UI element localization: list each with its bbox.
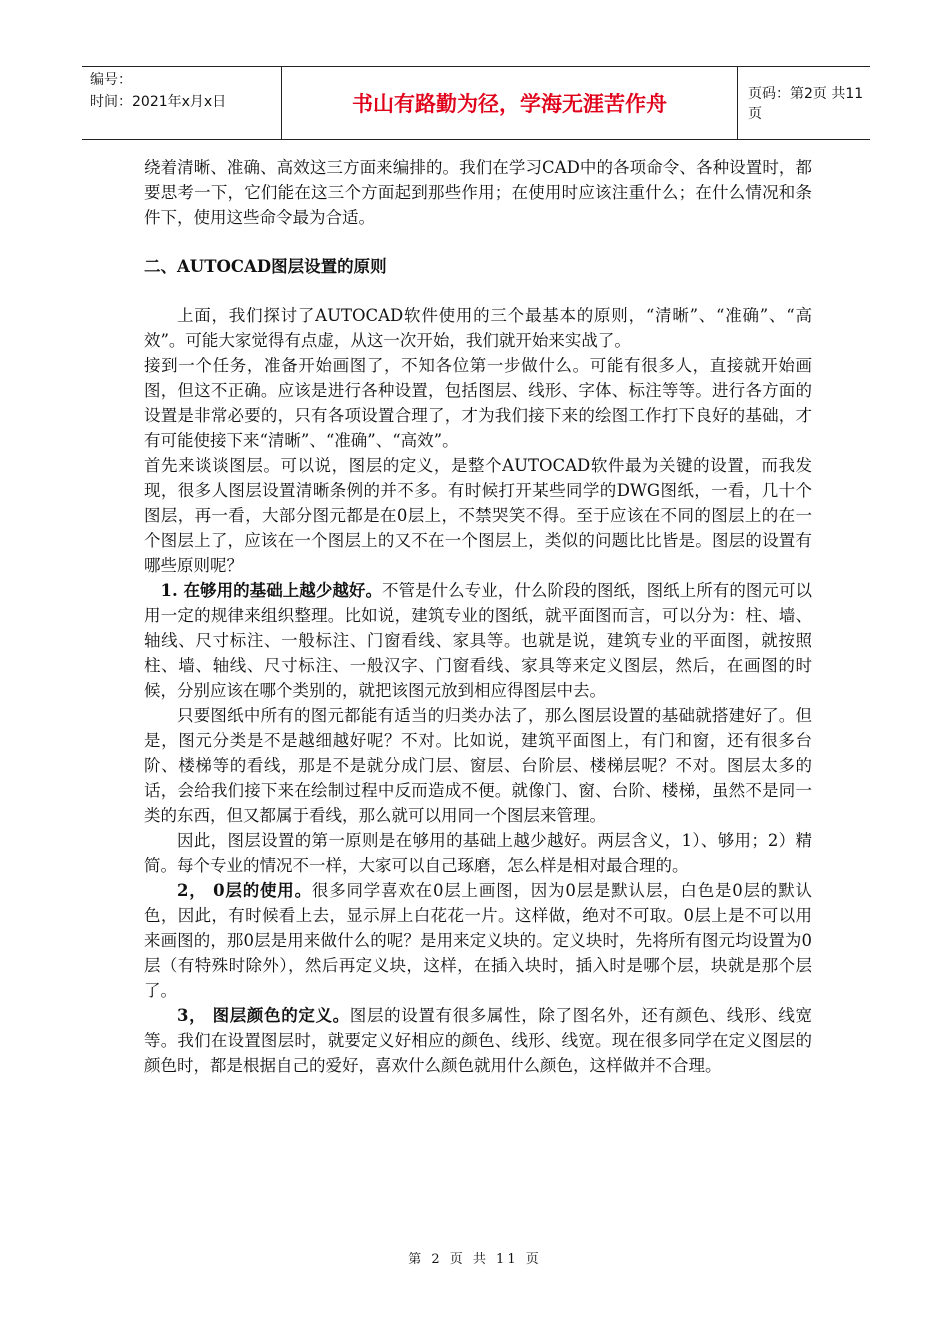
paragraph: 接到一个任务，准备开始画图了，不知各位第一步做什么。可能有很多人，直接就开始画图，但这不正确。应该是进行各种设置，包括图层、线形、字体、标注等等。进行各方面的设置是非常必要的，只有各项设置合理了，才为我们接下来的绘图工作打下良好的基础，才有可能使接下来“清晰”、“准确”、“高效”。 [144, 356, 812, 450]
page-footer: 第 2 页 共 11 页 [408, 1252, 542, 1267]
paragraph: 上面，我们探讨了AUTOCAD软件使用的三个最基本的原则，“清晰”、“准确”、“高效”。可能大家觉得有点虚，从这一次开始，我们就开始来实战了。 [144, 306, 812, 350]
principle-3 [144, 1003, 812, 1078]
paragraph: 只要图纸中所有的图元都能有适当的归类办法了，那么图层设置的基础就搭建好了。但是，图元分类是不是越细越好呢？不对。比如说，建筑平面图上，有门和窗，还有很多台阶、楼梯等的看线，那是不是就分成门层、窗层、台阶层、楼梯层呢？不对。图层太多的话，会给我们接下来在绘制过程中反而造成不便。就像门、窗、台阶、楼梯，虽然不是同一类的东西，但又都属于看线，那么就可以用同一个图层来管理。 [144, 706, 812, 825]
paragraph: 首先来谈谈图层。可以说，图层的定义，是整个AUTOCAD软件最为关键的设置，而我发现，很多人图层设置清晰条例的并不多。有时候打开某些同学的DWG图纸，一看，几十个图层，再一看，大部分图元都是在0层上，不禁哭笑不得。至于应该在不同的图层上的在一个图层上了，应该在一个图层上的又不在一个图层上，类似的问题比比皆是。图层的设置有哪些原则呢？ [144, 456, 812, 575]
header-number: 编号： [90, 72, 132, 88]
header-meta [82, 67, 282, 139]
paragraph: 绕着清晰、准确、高效这三方面来编排的。我们在学习CAD中的各项命令、各种设置时，都要思考一下，它们能在这三个方面起到那些作用；在使用时应该注重什么；在什么情况和条件下，使用这些命令最为合适。 [144, 158, 812, 227]
principle-1-title: 1. 在够用的基础上越少越好。 [160, 581, 382, 600]
header-page-info: 页码：第2页 共11页 [748, 86, 864, 122]
principle-1 [144, 578, 812, 703]
principle-3-text: 图层的设置有很多属性，除了图名外，还有颜色、线形、线宽等。我们在设置图层时，就要定义好相应的颜色、线形、线宽。现在很多同学在定义图层的颜色时，都是根据自己的爱好，喜欢什么颜色就用什么颜色，这样做并不合理。 [144, 1006, 812, 1075]
section-heading: 二、AUTOCAD图层设置的原则 [144, 257, 387, 276]
principle-1-text: 不管是什么专业，什么阶段的图纸，图纸上所有的图元可以用一定的规律来组织整理。比如说，建筑专业的图纸，就平面图而言，可以分为：柱、墙、轴线、尺寸标注、一般标注、门窗看线、家具等。也就是说，建筑专业的平面图，就按照柱、墙、轴线、尺寸标注、一般汉字、门窗看线、家具等来定义图层，然后，在画图的时候，分别应该在哪个类别的，就把该图元放到相应得图层中去。 [144, 581, 812, 700]
principle-3-title: 3， 图层颜色的定义。 [177, 1006, 350, 1025]
header-motto: 书山有路勤为径，学海无涯苦作舟 [282, 67, 738, 139]
principle-2-text: 很多同学喜欢在0层上画图，因为0层是默认层，白色是0层的默认色，因此，有时候看上去，显示屏上白花花一片。这样做，绝对不可取。0层上是不可以用来画图的，那0层是用来做什么的呢？是用来定义块的。定义块时，先将所有图元均设置为0层（有特殊时除外），然后再定义块，这样，在插入块时，插入时是哪个层，块就是那个层了。 [144, 881, 812, 1000]
header-date: 时间：2021年x月x日 [90, 94, 227, 110]
principle-2 [144, 878, 812, 1003]
document-body [144, 155, 812, 1078]
principle-2-title: 2， 0层的使用。 [177, 881, 312, 900]
paragraph: 因此，图层设置的第一原则是在够用的基础上越少越好。两层含义，1）、够用；2）精简。每个专业的情况不一样，大家可以自己琢磨，怎么样是相对最合理的。 [144, 831, 812, 875]
page-header [82, 66, 870, 140]
